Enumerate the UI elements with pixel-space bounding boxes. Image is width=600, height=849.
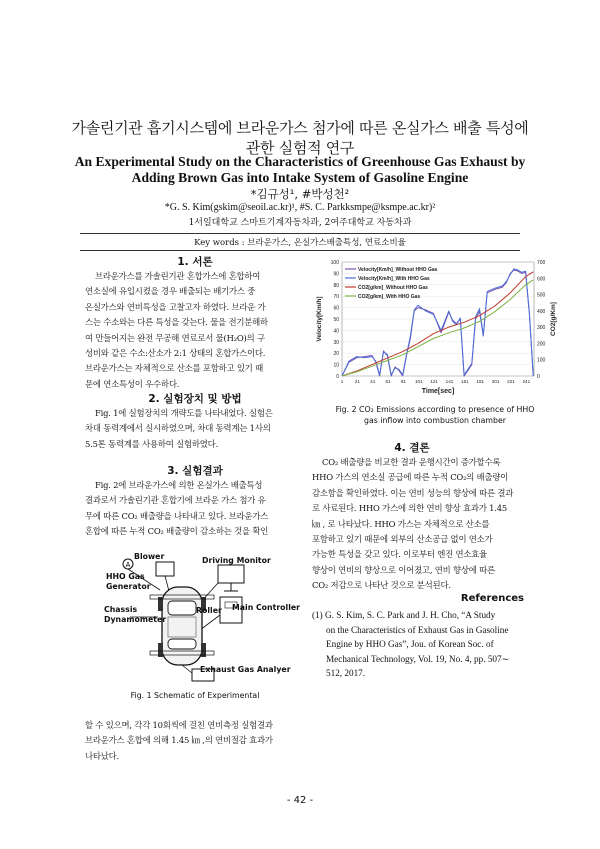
blower-box — [156, 562, 174, 576]
results-cont-paragraph — [85, 718, 300, 764]
x-axis-label: Time[sec] — [421, 388, 455, 395]
authors-ko: *김규성¹, #박성천² — [250, 187, 350, 201]
y-right-tick-label: 0 — [537, 374, 540, 380]
results-line: 무에 따른 CO₂ 배출량을 나타내고 있다. 브라운가스 — [85, 510, 269, 521]
x-tick-label: 41 — [370, 379, 376, 384]
conclusion-line: CO₂ 저감으로 나타난 것으로 분석된다. — [312, 580, 451, 591]
method-paragraph — [85, 406, 300, 452]
label-chassis-line1: Chassis — [104, 605, 138, 614]
conclusion-line: 가능한 특성을 갖고 있다. 이로부터 엔진 연소효율 — [312, 549, 488, 560]
x-tick-label: 61 — [385, 379, 391, 384]
y-right-tick-label: 700 — [537, 260, 546, 266]
y-left-tick-label: 80 — [333, 282, 339, 289]
keywords: Key words : 브라운가스, 온실가스배출특성, 연료소비율 — [194, 238, 406, 248]
x-tick-label: 241 — [522, 379, 531, 384]
title-ko-line2: 관한 실험적 연구 — [245, 139, 355, 157]
y-left-tick-label: 10 — [333, 362, 339, 369]
figure2-caption — [305, 404, 565, 426]
intro-line: 성비와 같은 수소:산소가 2:1 상태의 혼합가스이다. — [85, 348, 266, 359]
label-hho-line2: Generator — [106, 582, 151, 591]
legend-label-3: CO2[g/km]_With HHO Gas — [358, 294, 421, 300]
label-exhaust-analyzer: Exhaust Gas Analyer — [200, 665, 291, 674]
x-tick-label: 121 — [430, 379, 438, 384]
conclusion-heading: 4. 결론 — [394, 442, 430, 454]
intro-line: 연소실에 유입시켰을 경우 배출되는 배기가스 중 — [85, 286, 256, 297]
conclusion-line: ㎞ , 로 나타났다. HHO 가스는 자체적으로 산소를 — [312, 518, 490, 529]
y-left-tick-label: 60 — [333, 305, 339, 312]
conclusion-line: 로 사료된다. HHO 가스에 의한 연비 향상 효과가 1.45 — [312, 503, 508, 514]
paper-title-ko — [0, 118, 600, 158]
conclusion-line: 향상이 연비의 향상으로 이어졌고, 연비 향상에 따른 — [312, 564, 495, 575]
results-paragraph — [85, 478, 300, 540]
intro-paragraph — [85, 269, 300, 392]
y-right-tick-label: 400 — [537, 308, 546, 315]
method-heading: 2. 실험장치 및 방법 — [148, 393, 242, 405]
ref-line: (1) G. S. Kim, S. C. Park and J. H. Cho, “A Study — [312, 610, 496, 620]
intro-line: 여 만들어지는 완전 무공해 연료로서 물(H₂O)의 구 — [85, 332, 265, 343]
y-left-tick-label: 30 — [333, 339, 339, 346]
y-right-axis-label: CO2[g/Km] — [550, 302, 557, 336]
label-blower: Blower — [134, 552, 165, 561]
legend-label-1: Velocity[Km/h]_With HHO Gas — [358, 276, 430, 282]
affiliations: 1서일대학교 스마트기계자동차과, 2여주대학교 자동차과 — [188, 218, 412, 228]
label-hho-generator — [106, 572, 151, 592]
intro-heading: 1. 서론 — [177, 256, 213, 268]
x-tick-label: 21 — [354, 379, 360, 384]
y-right-tick-label: 300 — [537, 325, 546, 332]
page-number: - 42 - — [286, 795, 314, 806]
label-hho-line1: HHO Gas — [106, 572, 145, 581]
x-tick-label: 141 — [445, 379, 454, 384]
y-right-tick-label: 200 — [537, 341, 546, 348]
ref-line: Mechanical Technology, Vol. 19, No. 4, pp. 507∼ — [326, 653, 510, 664]
ref-line: 512, 2017. — [326, 668, 366, 678]
intro-line: 브라운가스는 자체적으로 산소를 포함하고 있기 때 — [85, 363, 264, 374]
x-tick-label: 201 — [491, 379, 500, 384]
y-left-tick-label: 0 — [336, 374, 339, 380]
figure2-caption-line1: Fig. 2 CO₂ Emissions according to presence of HHO — [335, 405, 535, 414]
conclusion-line: 감소함을 확인하였다. 이는 연비 성능의 향상에 따른 결과 — [312, 487, 514, 498]
references-heading: References — [460, 593, 524, 604]
title-ko-line1: 가솔린기관 흡기시스템에 브라운가스 첨가에 따른 온실가스 배출 특성에 — [71, 119, 529, 137]
method-line: Fig. 1에 실험장치의 개략도를 나타내었다. 실험은 — [95, 408, 273, 418]
y-left-tick-label: 50 — [333, 317, 339, 323]
title-en-line1: An Experimental Study on the Characteristics of Greenhouse Gas Exhaust by — [74, 154, 526, 169]
results-cont-line: 할 수 있으며, 각각 10회씩에 걸친 연비측정 실험결과 — [85, 720, 273, 730]
results-line: Fig. 2에 브라운가스에 의한 온실가스 배출특성 — [95, 480, 263, 490]
ref-line: Engine by HHO Gas”, Jou. of Korean Soc. of — [326, 639, 494, 649]
label-driving-monitor: Driving Monitor — [202, 556, 271, 565]
results-cont-line: 브라운가스 혼합에 의해 1.45 ㎞ ,의 연비절감 효과가 — [85, 735, 273, 746]
y-left-tick-label: 70 — [333, 294, 339, 301]
x-tick-label: 181 — [476, 379, 485, 384]
label-roller: Roller — [196, 606, 222, 615]
y-right-tick-label: 100 — [537, 357, 546, 364]
intro-line: 온실가스와 연비특성을 고찰고자 하였다. 브라운 가 — [85, 301, 266, 312]
x-tick-label: 221 — [507, 379, 515, 384]
label-chassis-dynamometer — [104, 605, 166, 625]
title-en-line2: Adding Brown Gas into Intake System of Gasoline Engine — [131, 170, 469, 185]
y-left-tick-label: 20 — [333, 351, 339, 358]
legend-label-0: Velocity[Km/h]_Without HHO Gas — [358, 267, 438, 273]
results-heading: 3. 실험결과 — [167, 465, 223, 477]
label-main-controller: Main Controller — [232, 603, 300, 612]
conclusion-line: HHO 가스의 연소실 공급에 따른 누적 CO₂의 배출량이 — [312, 472, 509, 483]
conclusion-paragraph — [312, 455, 524, 594]
y-right-tick-label: 600 — [537, 276, 546, 283]
x-tick-label: 1 — [340, 379, 344, 384]
method-line: 5.5톤 동력계를 사용하여 실험하였다. — [85, 438, 219, 449]
y-left-tick-label: 100 — [330, 260, 339, 266]
intro-line: 브라운가스를 가솔린기관 혼합가스에 혼합하여 — [95, 271, 261, 281]
intro-line: 문에 연소특성이 우수하다. — [85, 378, 180, 389]
conclusion-line: CO₂ 배출량을 비교한 결과 운행시간이 증가할수록 — [322, 457, 501, 467]
y-left-tick-label: 40 — [333, 328, 339, 335]
keywords-rule-top — [80, 233, 520, 234]
figure2-caption-line2: gas inflow into combustion chamber — [364, 416, 506, 425]
co2-velocity-chart — [312, 256, 560, 402]
x-tick-label: 161 — [461, 379, 469, 384]
intro-line: 스는 수소와는 다른 특성을 갖는다. 물을 전기분해하 — [85, 317, 268, 328]
hho-marker-letter: A — [125, 562, 131, 569]
conclusion-line: 포함하고 있기 때문에 외부의 산소공급 없이 연소가 — [312, 534, 493, 545]
ref-line: on the Characteristics of Exhaust Gas in Gasoline — [326, 624, 509, 635]
label-chassis-line2: Dynamometer — [104, 615, 167, 624]
references-list — [312, 608, 527, 681]
keywords-rule-bottom — [80, 250, 520, 251]
monitor-icon — [218, 565, 244, 583]
method-line: 차대 동력계에서 실시하였으며, 차대 동력계는 1사의 — [85, 423, 271, 434]
y-left-tick-label: 90 — [333, 271, 339, 278]
x-tick-label: 81 — [400, 379, 407, 384]
x-tick-label: 101 — [414, 379, 423, 384]
results-cont-line: 나타났다. — [85, 750, 120, 761]
figure1-caption: Fig. 1 Schematic of Experimental — [130, 691, 260, 700]
y-left-axis-label: Velocity[Km/h] — [316, 296, 323, 342]
paper-title-en — [40, 154, 560, 186]
legend-label-2: CO2[g/km]_Without HHO Gas — [358, 285, 428, 291]
y-right-tick-label: 500 — [537, 292, 546, 299]
results-line: 혼합에 따른 누적 CO₂ 배출량이 감소하는 것을 확인 — [85, 526, 269, 537]
results-line: 결과로서 가솔린기관 혼합기에 브라운 가스 첨가 유 — [85, 495, 266, 506]
authors-en: *G. S. Kim(gskim@seoil.ac.kr)¹, #S. C. Parkksmpe@ksmpe.ac.kr)² — [164, 202, 436, 213]
